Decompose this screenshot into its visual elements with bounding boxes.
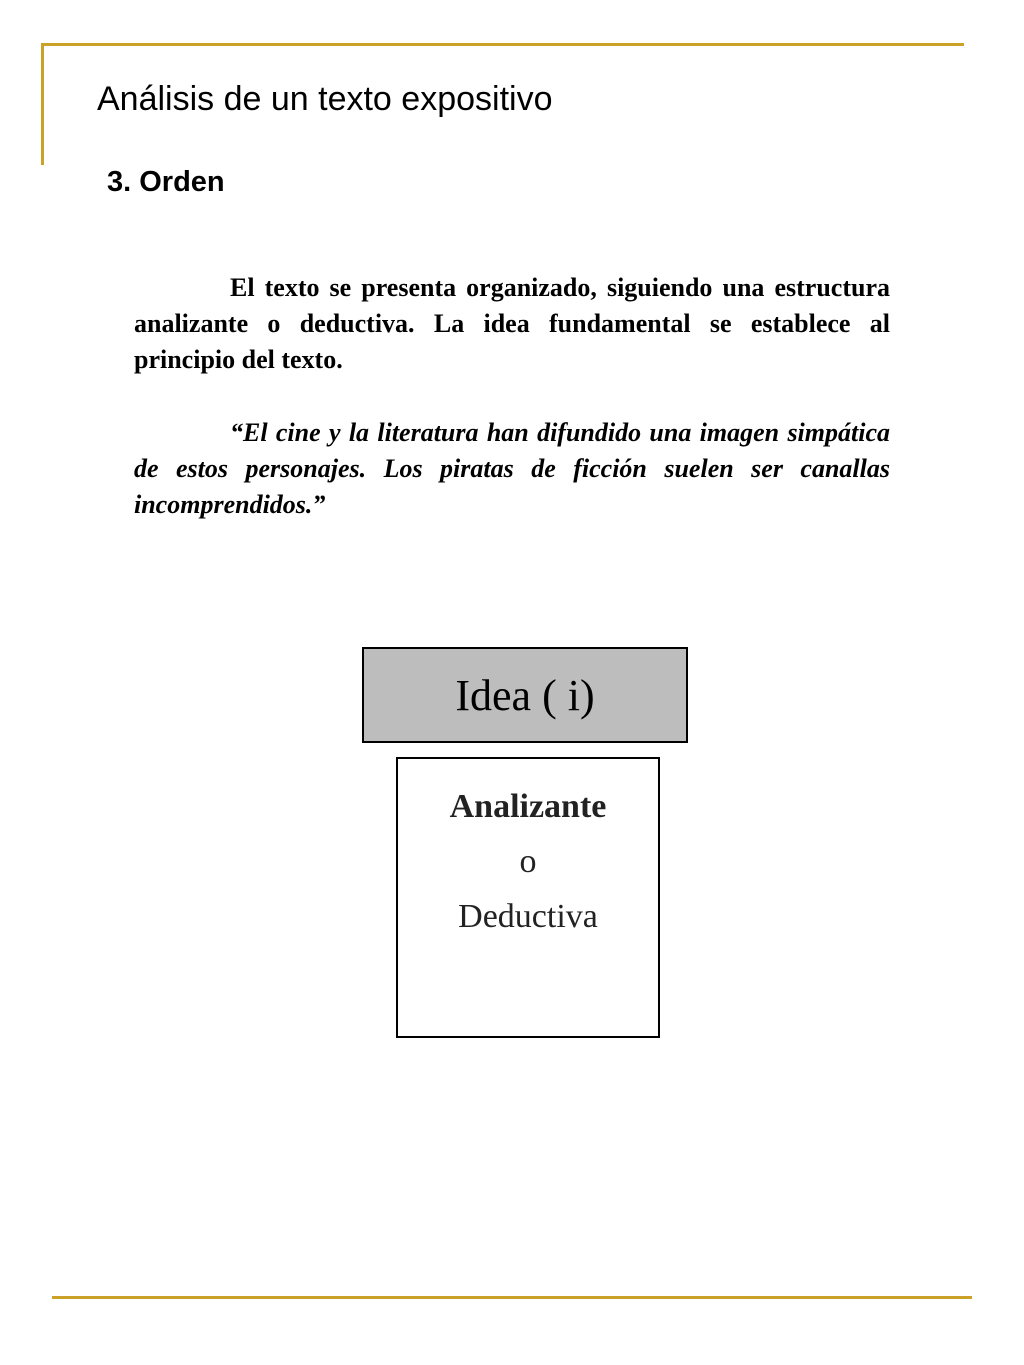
idea-box [362,647,688,743]
structure-line-analizante: Analizante [449,788,607,825]
structure-box [396,757,660,1038]
quote-paragraph: “El cine y la literatura han difundido una imagen simpática de estos personajes. Los piratas de ficción suelen ser canallas incomprendidos.” [134,418,890,519]
top-accent-line [42,43,964,46]
section-heading: 3. Orden [107,166,225,198]
idea-label: Idea ( i) [455,670,595,720]
structure-line-deductiva: Deductiva [458,898,598,935]
slide-title: Análisis de un texto expositivo [97,80,553,118]
structure-line-o: o [519,843,537,880]
bottom-accent-line [52,1296,972,1299]
explanation-paragraph: El texto se presenta organizado, siguiendo una estructura analizante o deductiva. La idea fundamental se establece al principio del texto. [134,273,890,374]
left-accent-line [41,43,44,165]
